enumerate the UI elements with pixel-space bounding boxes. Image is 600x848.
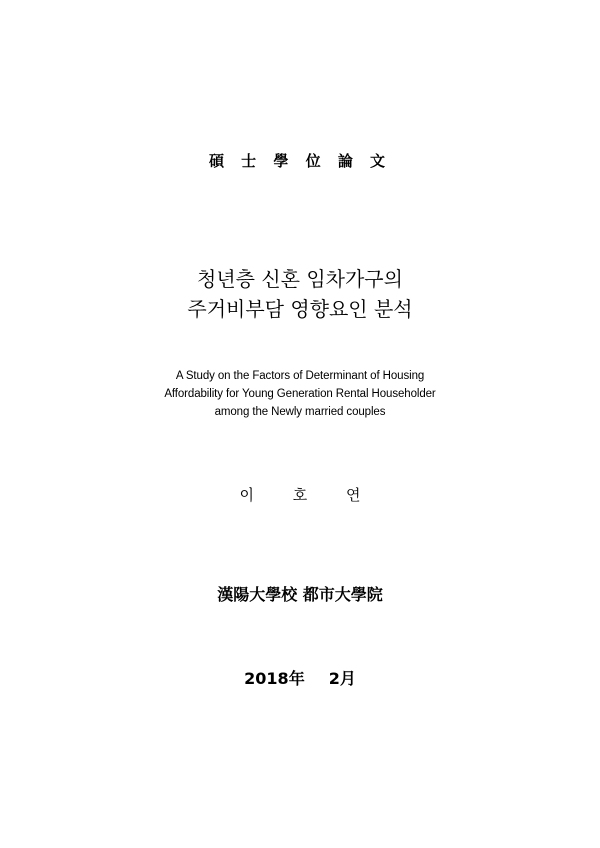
korean-title-line-1: 청년층 신혼 임차가구의 — [197, 267, 403, 291]
author-name-char-1: 이 — [239, 486, 254, 504]
submission-month: 2月 — [328, 669, 356, 688]
english-title-line-1: A Study on the Factors of Determinant of Housing — [175, 370, 425, 382]
author-name — [0, 484, 600, 505]
degree-label: 碩 士 學 位 論 文 — [208, 152, 392, 170]
author-name-char-3: 연 — [346, 486, 361, 504]
korean-title-line-2: 주거비부담 영향요인 분석 — [187, 297, 413, 321]
institution-name: 漢陽大學校 都市大學院 — [217, 585, 383, 604]
submission-date — [0, 666, 600, 689]
korean-title — [0, 264, 600, 324]
english-title-line-3: among the Newly married couples — [214, 406, 386, 418]
english-title-line-2: Affordability for Young Generation Rental Householder — [164, 388, 436, 400]
submission-year: 2018年 — [244, 669, 305, 688]
author-name-char-2: 호 — [292, 486, 308, 504]
english-title — [0, 367, 600, 421]
